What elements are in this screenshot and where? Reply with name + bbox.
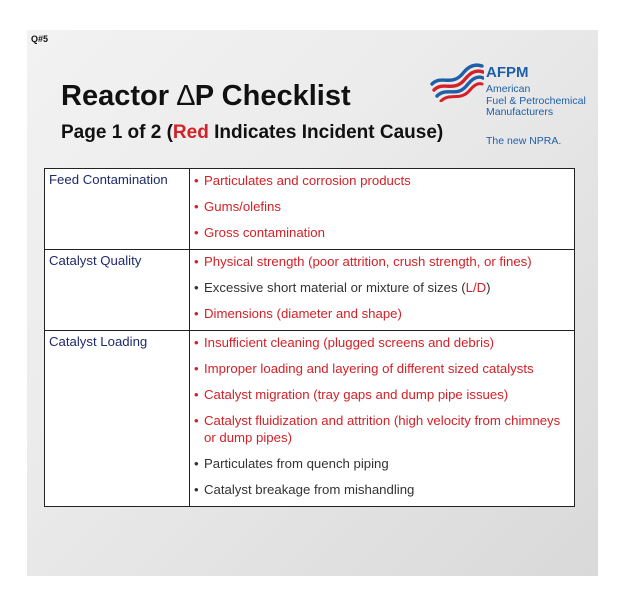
- list-item: [194, 386, 570, 403]
- bullet-icon: •: [194, 306, 199, 321]
- items-cell: [190, 331, 575, 507]
- subtitle-part2: Indicates Incident Cause): [208, 122, 444, 143]
- title-suffix: P Checklist: [194, 80, 351, 112]
- slide-number: Q#5: [31, 34, 49, 44]
- item-text: Catalyst fluidization and attrition (high velocity from chimneys or dump pipes): [204, 413, 561, 445]
- item-text: Particulates and corrosion products: [204, 173, 411, 188]
- bullet-icon: •: [194, 280, 199, 295]
- item-text-main: Excessive short material or mixture of sizes (: [204, 280, 466, 295]
- flag-swoosh-icon: [430, 62, 484, 102]
- logo-tagline: The new NPRA.: [486, 135, 562, 147]
- list-item: [194, 481, 570, 498]
- category-cell: Catalyst Quality: [45, 250, 190, 331]
- logo-subtitle: [486, 84, 596, 119]
- bullet-icon: •: [194, 387, 199, 402]
- bullet-icon: •: [194, 199, 199, 214]
- afpm-logo: [430, 60, 595, 155]
- item-text: Insufficient cleaning (plugged screens and debris): [204, 335, 495, 350]
- bullet-icon: •: [194, 225, 199, 240]
- item-text: Improper loading and layering of different sized catalysts: [204, 361, 534, 376]
- items-cell: [190, 250, 575, 331]
- checklist-table: [44, 168, 575, 507]
- bullet-icon: •: [194, 254, 199, 269]
- list-item: [194, 334, 570, 351]
- logo-name: AFPM: [486, 64, 529, 81]
- category-cell: Catalyst Loading: [45, 331, 190, 507]
- table-row: [45, 331, 575, 507]
- bullet-icon: •: [194, 173, 199, 188]
- list-item: [194, 198, 570, 215]
- logo-line-1: American: [486, 83, 531, 95]
- item-text: Dimensions (diameter and shape): [204, 306, 402, 321]
- item-text: Gross contamination: [204, 225, 325, 240]
- list-item: [194, 412, 570, 446]
- logo-line-2: Fuel & Petrochemical: [486, 94, 586, 107]
- item-text-red: L/D: [465, 280, 487, 295]
- category-cell: Feed Contamination: [45, 169, 190, 250]
- item-text: Physical strength (poor attrition, crush strength, or fines): [204, 254, 532, 269]
- item-text: Catalyst breakage from mishandling: [204, 482, 415, 497]
- bullet-icon: •: [194, 482, 199, 497]
- slide: [27, 30, 598, 576]
- item-text: Gums/olefins: [204, 199, 281, 214]
- list-item: [194, 253, 570, 270]
- subtitle-red-word: Red: [172, 122, 209, 143]
- item-text: [204, 279, 491, 296]
- table-row: [45, 169, 575, 250]
- page-title: [61, 80, 351, 113]
- list-item: [194, 279, 570, 296]
- title-prefix: Reactor: [61, 80, 178, 112]
- list-item: [194, 455, 570, 472]
- list-item: [194, 305, 570, 322]
- bullet-icon: •: [194, 456, 199, 471]
- subtitle-part1: Page 1 of 2 (: [61, 122, 173, 143]
- bullet-icon: •: [194, 335, 199, 350]
- logo-line-3: Manufacturers: [486, 106, 554, 118]
- list-item: [194, 360, 570, 377]
- item-text: Catalyst migration (tray gaps and dump pipe issues): [204, 387, 509, 402]
- list-item: [194, 224, 570, 241]
- list-item: [194, 172, 570, 189]
- page-subtitle: [61, 122, 443, 144]
- delta-symbol: ∆: [177, 80, 195, 112]
- bullet-icon: •: [194, 361, 199, 376]
- item-text-end: ): [486, 280, 491, 295]
- items-cell: [190, 169, 575, 250]
- bullet-icon: •: [194, 413, 199, 428]
- item-text: Particulates from quench piping: [204, 456, 389, 471]
- table-row: [45, 250, 575, 331]
